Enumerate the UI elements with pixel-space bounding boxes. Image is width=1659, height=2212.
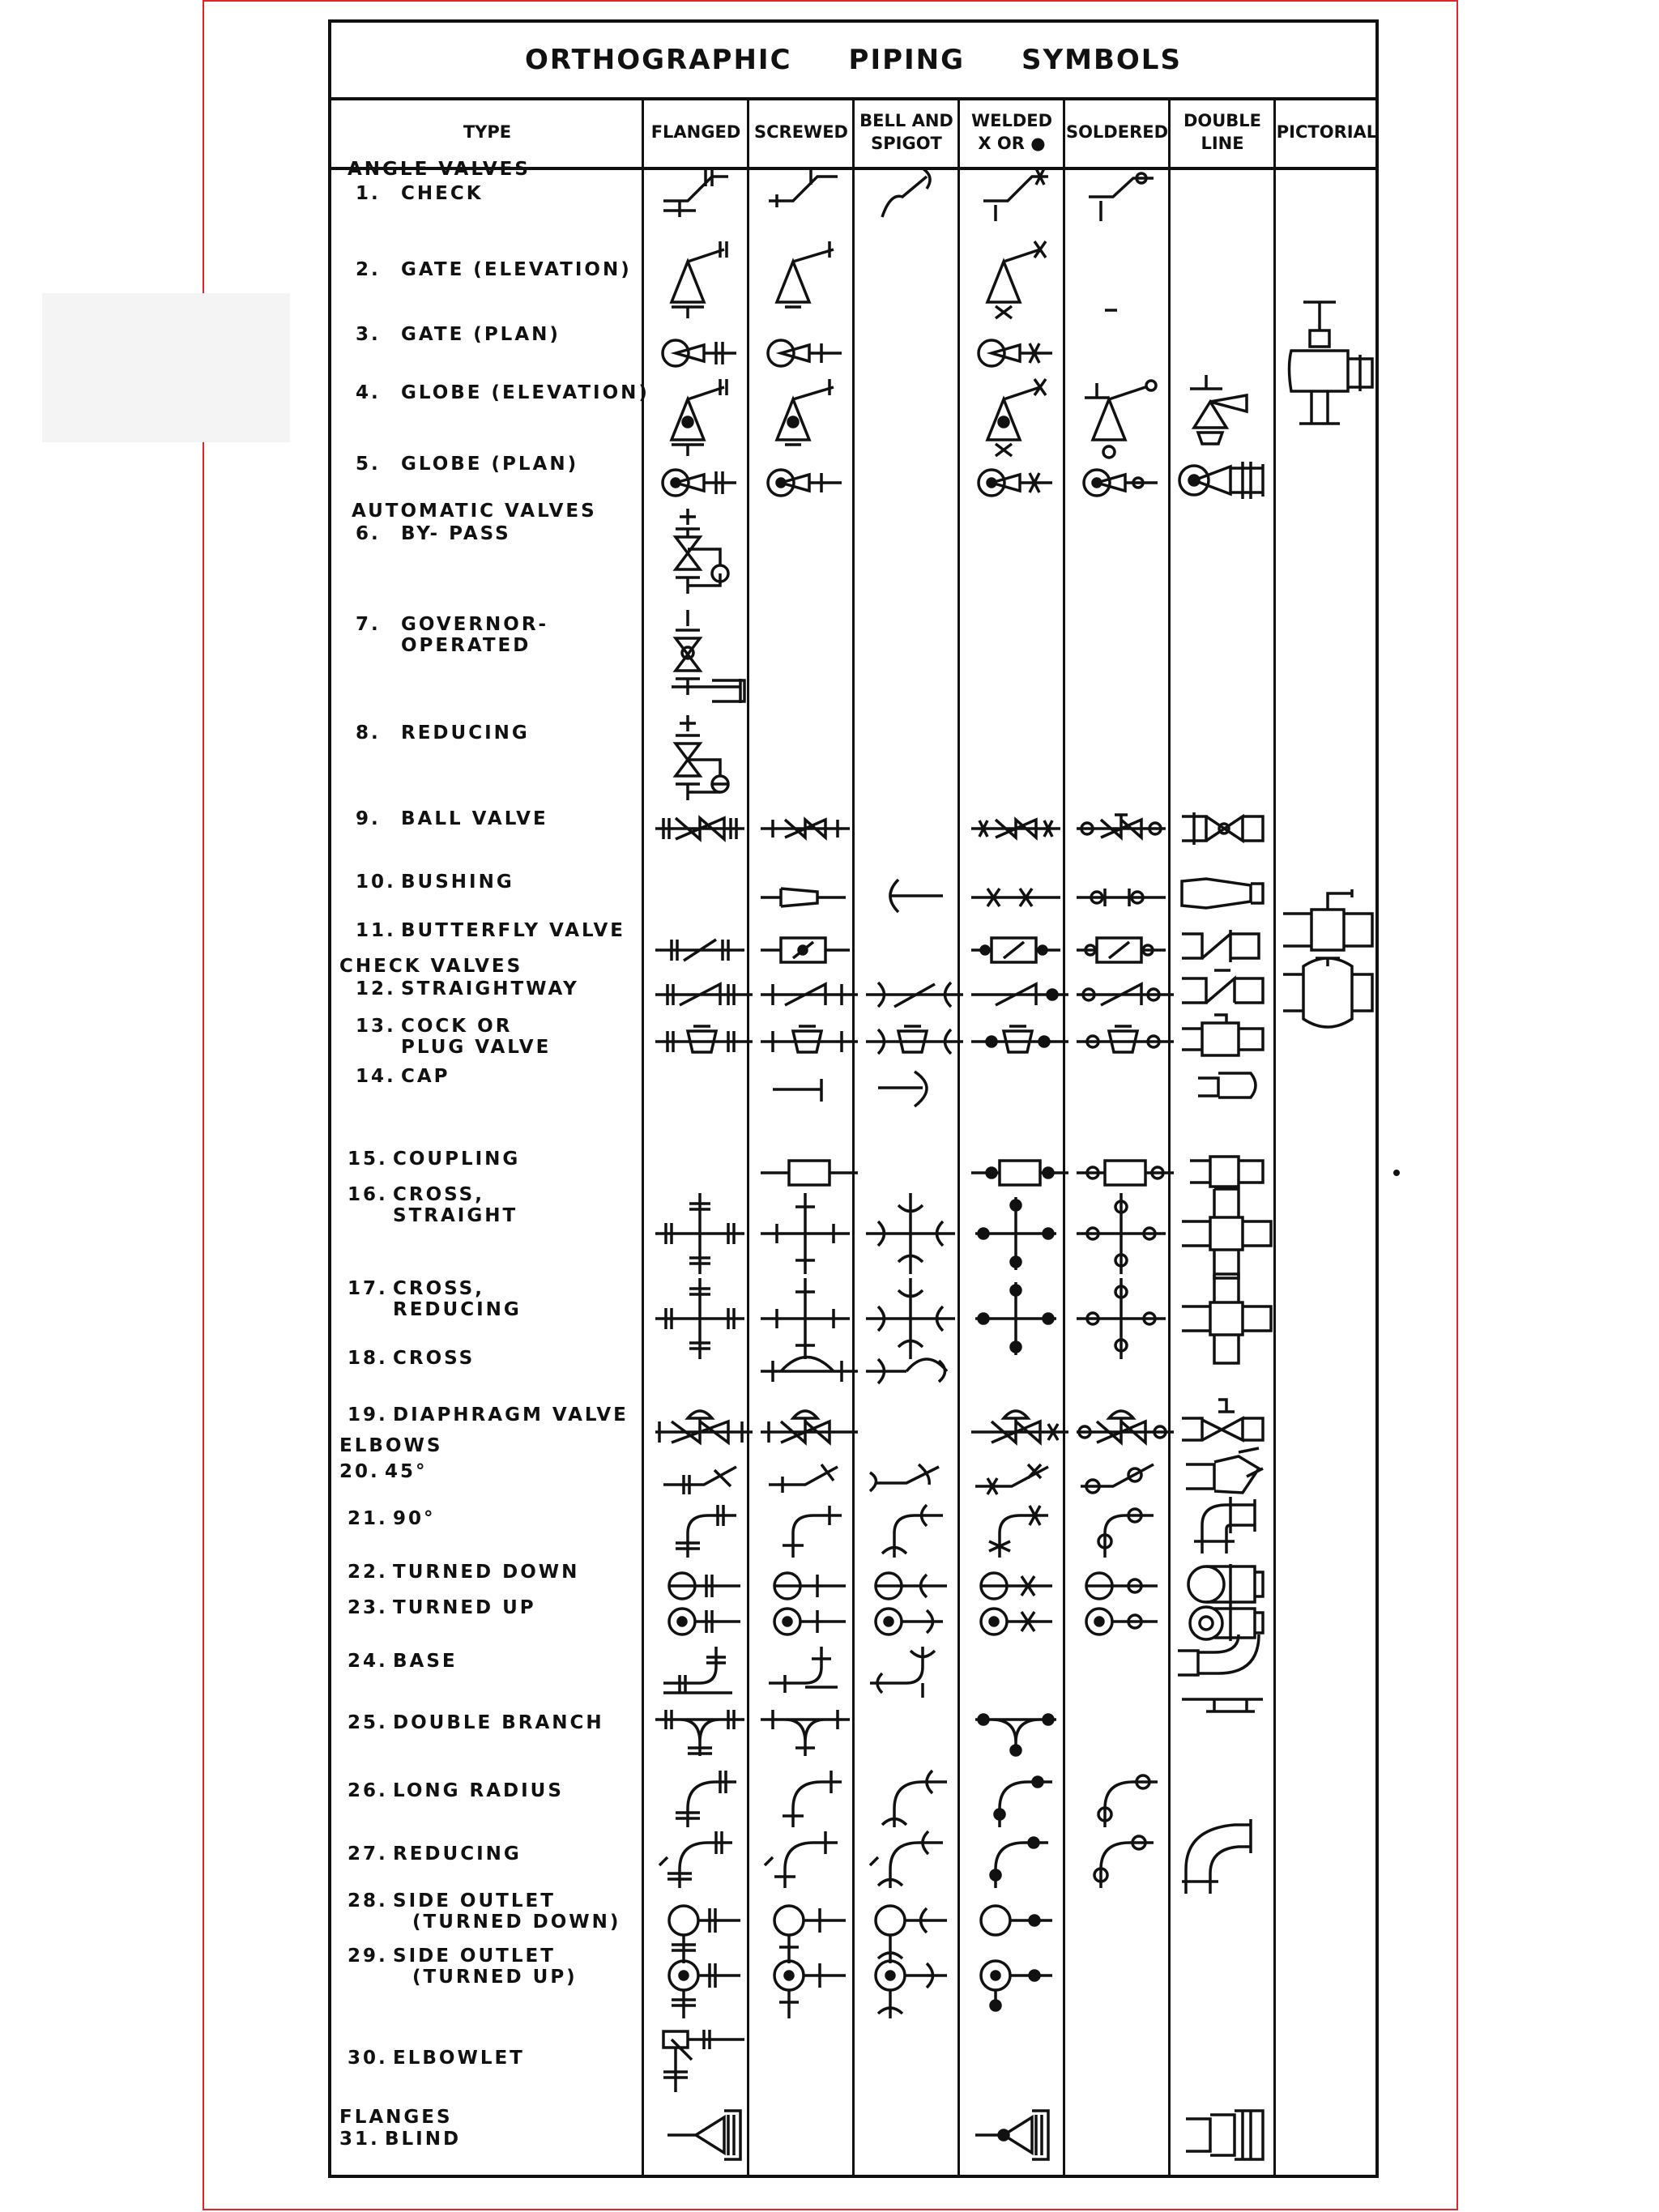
symbol-cross-welded (967, 1189, 1064, 1278)
symbol-globe-elev-double (1182, 363, 1271, 452)
symbol-straightway-welded (967, 974, 1073, 1015)
symbol-coupling-soldered (1073, 1153, 1178, 1193)
symbol-ball-double (1174, 804, 1271, 853)
symbol-turned-up-welded (971, 1604, 1060, 1639)
symbol-globe-plan-soldered (1077, 458, 1166, 507)
symbol-cock-soldered (1073, 1021, 1178, 1062)
row-label-straightway: 12. STRAIGHTWAY (356, 978, 579, 999)
row-label-governor-operated: 7. GOVERNOR- OPERATED (356, 614, 549, 656)
symbol-blind-double (1178, 2103, 1275, 2167)
symbol-cap-screwed (757, 1069, 854, 1110)
row-label-bypass: 6. BY- PASS (356, 523, 511, 544)
symbol-butterfly-screwed (757, 928, 854, 972)
symbol-globe-elev-welded (971, 367, 1060, 456)
symbol-straightway-screwed (757, 974, 862, 1015)
symbol-cross-double (1178, 1185, 1275, 1282)
col-header-bell-spigot: BELL AND SPIGOT (854, 97, 959, 170)
symbol-globe-plan-welded (971, 458, 1060, 507)
symbol-elbow90-screwed (765, 1501, 854, 1558)
symbol-side-up-screwed (765, 1955, 854, 2020)
symbol-double-branch-flanged (651, 1703, 748, 1760)
symbol-long-radius-soldered (1077, 1764, 1166, 1829)
symbol-diaphragm-soldered (1073, 1404, 1178, 1448)
symbol-turned-up-soldered (1077, 1604, 1166, 1639)
row-label-elbowlet: 30. ELBOWLET (348, 2048, 525, 2069)
symbol-bushing-welded (967, 877, 1064, 918)
symbol-elbow90-double (1182, 1493, 1271, 1558)
pictorial-angle-valve (1279, 286, 1376, 440)
col-header-pictorial: PICTORIAL (1275, 97, 1379, 170)
symbol-base-flanged (659, 1643, 748, 1699)
symbol-ball-soldered (1073, 808, 1170, 849)
symbol-cross-bell-2 (862, 1351, 967, 1392)
col-header-type: TYPE (331, 97, 643, 170)
title-word-3: SYMBOLS (1021, 44, 1182, 76)
symbol-bypass-flanged (663, 501, 744, 606)
symbol-ball-flanged (651, 808, 748, 849)
symbol-cross-red-soldered (1073, 1274, 1170, 1363)
section-flanges: FLANGES (339, 2107, 453, 2128)
section-automatic-valves: AUTOMATIC VALVES (352, 501, 597, 522)
symbol-red-elbow-screwed (757, 1825, 854, 1890)
pictorial-check-valve (1279, 954, 1376, 1027)
symbol-elbow45-bell (866, 1460, 955, 1501)
symbol-double-branch-welded (967, 1703, 1064, 1760)
symbol-elbow90-soldered (1077, 1501, 1166, 1558)
symbol-butterfly-flanged (651, 930, 748, 970)
symbol-globe-elev-screwed (761, 367, 850, 456)
symbol-bushing-screwed (757, 877, 854, 918)
symbol-red-elbow-welded (967, 1825, 1064, 1890)
symbol-side-down-welded (971, 1900, 1060, 1949)
symbol-cross-screwed (757, 1189, 854, 1278)
symbol-side-up-welded (971, 1955, 1060, 2020)
symbol-check-flanged (655, 160, 736, 233)
row-label-cock-plug-valve: 13. COCK OR PLUG VALVE (356, 1016, 552, 1058)
symbol-globe-plan-screwed (761, 458, 850, 507)
symbol-check-welded (971, 160, 1052, 233)
symbol-cock-screwed (757, 1021, 862, 1062)
symbol-butterfly-soldered (1073, 928, 1170, 972)
symbol-straightway-soldered (1073, 974, 1178, 1015)
row-label-gate-plan: 3. GATE (PLAN) (356, 324, 561, 345)
symbol-red-elbow-soldered (1073, 1825, 1170, 1890)
symbol-turned-down-bell (866, 1568, 955, 1604)
symbol-bushing-double (1174, 869, 1271, 918)
symbol-butterfly-welded (967, 928, 1064, 972)
symbol-coupling-welded (967, 1153, 1073, 1193)
col-header-soldered: SOLDERED (1064, 97, 1170, 170)
row-label-double-branch: 25. DOUBLE BRANCH (348, 1712, 604, 1733)
title-word-2: PIPING (848, 44, 966, 76)
chart-title (331, 23, 1375, 100)
row-label-ball-valve: 9. BALL VALVE (356, 808, 548, 829)
symbol-cross-screwed-2 (757, 1351, 862, 1392)
symbol-elbow45-welded (971, 1460, 1060, 1501)
col-header-double-line: DOUBLE LINE (1170, 97, 1275, 170)
symbol-gate-elev-welded (971, 229, 1060, 318)
row-label-long-radius: 26. LONG RADIUS (348, 1780, 564, 1801)
symbol-cross-soldered (1073, 1189, 1170, 1278)
pictorial-butterfly-valve (1279, 885, 1376, 958)
scan-smudge (42, 293, 290, 442)
symbol-cross-red-double (1178, 1270, 1275, 1367)
symbol-base-bell (866, 1643, 955, 1699)
row-label-cross-reducing: 17. CROSS, REDUCING (348, 1278, 522, 1320)
row-label-side-outlet-up: 29. SIDE OUTLET (TURNED UP) (348, 1946, 578, 1988)
symbol-bushing-bell (862, 872, 959, 920)
row-label-butterfly-valve: 11. BUTTERFLY VALVE (356, 920, 626, 941)
row-label-cap: 14. CAP (356, 1066, 450, 1087)
symbol-red-elbow-bell (862, 1825, 959, 1890)
col-header-flanged: FLANGED (643, 97, 748, 170)
symbol-red-elbow-flanged (651, 1825, 748, 1890)
symbol-check-bell (866, 160, 947, 233)
symbol-reducing-valve-flanged (663, 711, 744, 816)
row-label-cross: 18. CROSS (348, 1348, 476, 1369)
symbol-cross-red-flanged (651, 1274, 748, 1363)
symbol-turned-down-soldered (1077, 1568, 1166, 1604)
symbol-long-radius-welded (971, 1764, 1060, 1829)
symbol-globe-plan-double (1174, 452, 1271, 509)
stray-mark (1393, 1170, 1400, 1176)
symbol-cock-welded (967, 1021, 1073, 1062)
symbol-double-branch-screwed (757, 1703, 854, 1760)
row-label-turned-up: 23. TURNED UP (348, 1597, 536, 1618)
row-label-side-outlet-down: 28. SIDE OUTLET (TURNED DOWN) (348, 1890, 621, 1933)
section-check-valves: CHECK VALVES (339, 956, 523, 977)
row-label-check: 1. CHECK (356, 183, 484, 204)
row-label-cross-straight: 16. CROSS, STRAIGHT (348, 1184, 518, 1226)
symbol-coupling-screwed (757, 1153, 862, 1193)
row-label-elbow-90: 21. 90° (348, 1508, 436, 1529)
symbol-ball-screwed (757, 808, 854, 849)
symbol-long-radius-screwed (765, 1764, 854, 1829)
symbol-elbow45-screwed (765, 1460, 854, 1501)
symbol-elbow90-flanged (659, 1501, 748, 1558)
symbol-diaphragm-flanged (651, 1404, 757, 1448)
symbol-turned-down-flanged (659, 1568, 748, 1604)
symbol-bushing-soldered (1073, 877, 1170, 918)
section-elbows: ELBOWS (339, 1435, 443, 1456)
symbol-turned-up-flanged (659, 1604, 748, 1639)
symbol-gate-elev-flanged (655, 229, 744, 318)
symbol-globe-plan-flanged (655, 458, 744, 507)
symbol-cock-double (1174, 1011, 1271, 1068)
symbol-ball-welded (967, 808, 1064, 849)
title-word-1: ORTHOGRAPHIC (525, 44, 792, 76)
section-angle-valves: ANGLE VALVES (348, 159, 531, 180)
symbol-butterfly-double (1174, 922, 1271, 970)
symbol-base-double (1174, 1634, 1271, 1715)
symbol-side-up-flanged (659, 1955, 748, 2020)
symbol-cross-red-welded (967, 1274, 1064, 1363)
symbol-cap-bell (862, 1068, 959, 1112)
symbol-globe-elev-flanged (655, 367, 744, 456)
row-label-bushing: 10. BUSHING (356, 872, 514, 893)
row-label-elbow-45: 20. 45° (339, 1461, 428, 1482)
symbol-elbow45-soldered (1077, 1460, 1166, 1501)
symbol-cap-double (1186, 1063, 1267, 1108)
symbol-straightway-bell (862, 974, 967, 1015)
symbol-gate-elev-screwed (761, 229, 850, 318)
symbol-cross-flanged (651, 1189, 748, 1278)
symbol-straightway-flanged (651, 974, 757, 1015)
row-label-reducing-valve: 8. REDUCING (356, 722, 530, 744)
symbol-elbow90-welded (971, 1501, 1060, 1558)
col-divider (642, 97, 644, 2175)
symbol-globe-elev-soldered (1077, 367, 1166, 456)
symbol-base-screwed (765, 1643, 854, 1699)
symbol-chart (328, 19, 1379, 2178)
row-label-coupling: 15. COUPLING (348, 1149, 521, 1170)
row-label-gate-elevation: 2. GATE (ELEVATION) (356, 259, 632, 280)
symbol-diaphragm-welded (967, 1404, 1073, 1448)
symbol-turned-down-welded (971, 1568, 1060, 1604)
row-label-blind: 31. BLIND (339, 2129, 462, 2150)
symbol-turned-down-screwed (765, 1568, 854, 1604)
row-label-globe-elevation: 4. GLOBE (ELEVATION) (356, 382, 650, 403)
symbol-side-up-bell (866, 1955, 955, 2020)
col-header-welded: WELDED X OR ● (959, 97, 1064, 170)
symbol-elbowlet-flanged (655, 2023, 753, 2096)
row-label-reducing-elbow: 27. REDUCING (348, 1843, 522, 1865)
symbol-governor-flanged (663, 606, 753, 711)
row-label-diaphragm-valve: 19. DIAPHRAGM VALVE (348, 1404, 629, 1426)
symbol-turned-up-bell (866, 1604, 955, 1639)
symbol-cross-bell (862, 1189, 959, 1278)
symbol-turned-up-screwed (765, 1604, 854, 1639)
symbol-blind-welded (967, 2103, 1056, 2167)
symbol-check-screwed (761, 160, 842, 233)
symbol-straightway-double (1174, 966, 1271, 1015)
col-header-screwed: SCREWED (748, 97, 854, 170)
symbol-cock-bell (862, 1021, 967, 1062)
symbol-cross-red-bell (862, 1274, 959, 1363)
symbol-long-radius-bell (866, 1764, 955, 1829)
symbol-elbow45-flanged (659, 1460, 748, 1501)
symbol-cross-red-screwed (757, 1274, 854, 1363)
symbol-cock-flanged (651, 1021, 757, 1062)
symbol-blind-flanged (659, 2103, 748, 2167)
symbol-elbow90-bell (866, 1501, 955, 1558)
row-label-base: 24. BASE (348, 1651, 458, 1672)
symbol-long-radius-flanged (659, 1764, 748, 1829)
symbol-check-soldered (1077, 160, 1158, 233)
row-label-globe-plan: 5. GLOBE (PLAN) (356, 454, 579, 475)
symbol-diaphragm-screwed (757, 1404, 862, 1448)
row-label-turned-down: 22. TURNED DOWN (348, 1562, 580, 1583)
symbol-dash-soldered (1101, 302, 1125, 318)
symbol-red-elbow-double (1178, 1813, 1275, 1902)
